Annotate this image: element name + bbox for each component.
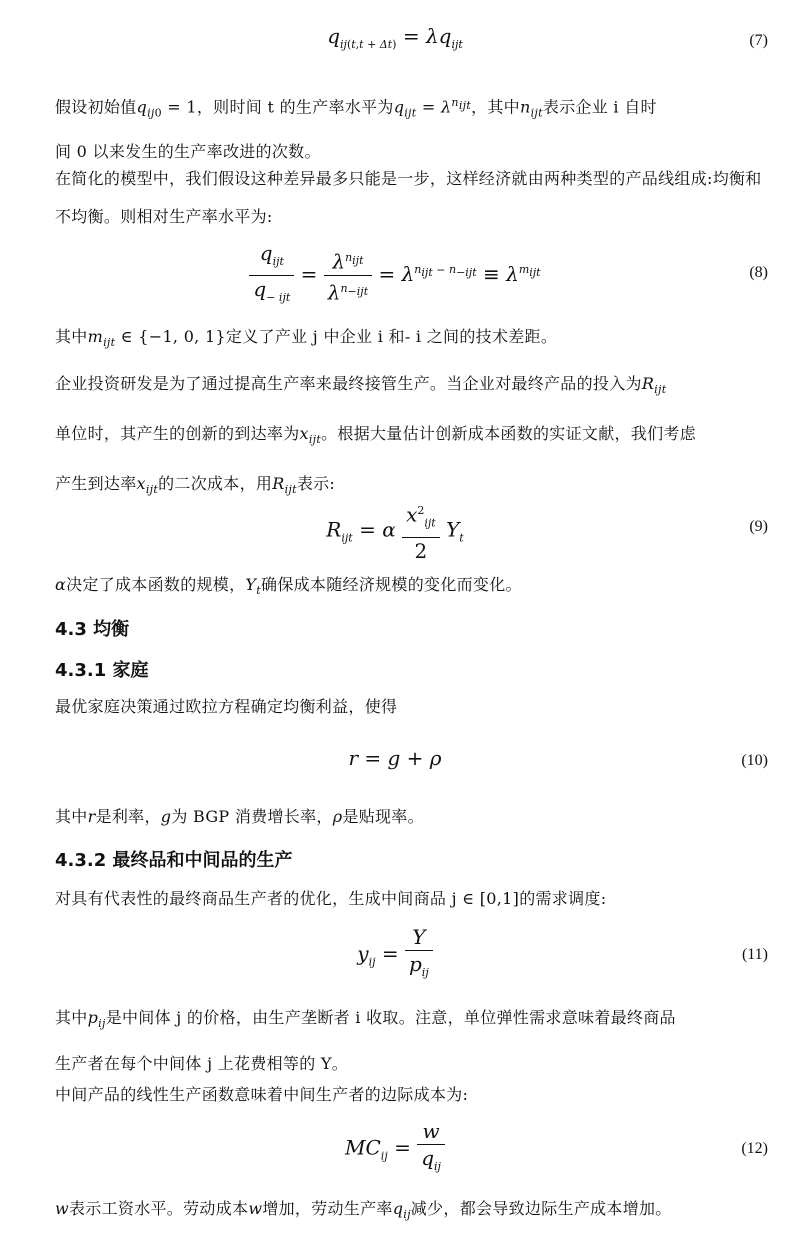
paragraph-initial-value: 假设初始值$q_{ij0} = 1$，则时间 t 的生产率水平为$q_{ijt} = \lambda^{n_{ijt}}$，其中$n_{ijt}$表示企业 i 自时 间 0 以来发生的生产率改进的次数。: [55, 96, 657, 161]
equation-12: $MC_{ij}$ = $\frac{w}{q_{ij}}$: [0, 1118, 790, 1180]
equation-8: $\frac{q_{ijt}}{q_{- ijt}}$ = $\frac{\lambda^{n_{ijt}}}{\lambda^{n_{-ijt}}}$ = $\lambda^{n_{ijt} - n_{-ijt}} \equiv \lambda^{m_{ijt}}$: [0, 240, 790, 311]
equation-10: r = g + ρ: [348, 746, 442, 770]
equation-number: (7): [749, 32, 768, 49]
equation-number: (9): [749, 518, 768, 535]
section-heading-4-3: 4.3 均衡: [55, 619, 130, 640]
equation-number: (11): [741, 946, 768, 963]
equation-number: (8): [749, 264, 768, 281]
paragraph-price: 其中$p_{ij}$是中间体 j 的价格，由生产垄断者 i 收取。注意，单位弹性需求意味着最终商品 生产者在每个中间体 j 上花费相等的 Y。: [55, 1008, 676, 1074]
paragraph-tech-gap: 其中$m_{ijt}$ ∈ {−1, 0, 1}定义了产业 j 中企业 i 和- i 之间的技术差距。: [55, 327, 558, 350]
equation-9: $R_{ijt} = \alpha$ $\frac{x^2_{ijt}}{2}$ $Y_t$: [0, 498, 790, 564]
paragraph-wage: w表示工资水平。劳动成本w增加，劳动生产率$q_{ij}$减少，都会导致边际生产成本增加。: [55, 1199, 672, 1222]
equation-7: $q_{ij(t,t + \Delta t)} = \lambda q_{ijt}$: [327, 24, 463, 51]
paragraph-household: 最优家庭决策通过欧拉方程确定均衡利益，使得: [55, 697, 398, 716]
equation-11: $y_{ij}$ = $\frac{Y}{p_{ij}}$: [0, 924, 790, 986]
section-heading-4-3-1: 4.3.1 家庭: [55, 660, 149, 681]
paragraph-marginal-cost: 中间产品的线性生产函数意味着中间生产者的边际成本为:: [55, 1085, 469, 1104]
equation-number: (10): [741, 752, 768, 769]
paragraph-simplified-model: 在简化的模型中，我们假设这种差异最多只能是一步，这样经济就由两种类型的产品线组成:均衡和不均衡。则相对生产率水平为:: [55, 169, 762, 226]
paragraph-alpha: α决定了成本函数的规模，$Y_t$确保成本随经济规模的变化而变化。: [55, 575, 522, 598]
paragraph-rnd: 企业投资研发是为了通过提高生产率来最终接管生产。当企业对最终产品的投入为$R_{ijt}$ 单位时，其产生的创新的到达率为$x_{ijt}$。根据大量估计创新成本函数的实证文献，我们考虑 产生到达率$x_{ijt}$的二次成本，用$R_{ijt}$表示:: [55, 374, 696, 497]
equation-number: (12): [741, 1140, 768, 1157]
paragraph-interest: 其中r是利率，g为 BGP 消费增长率，ρ是贴现率。: [55, 807, 424, 826]
section-heading-4-3-2: 4.3.2 最终品和中间品的生产: [55, 850, 293, 871]
paragraph-final-goods: 对具有代表性的最终商品生产者的优化，生成中间商品 j ∈ [0,1]的需求调度:: [55, 889, 607, 908]
